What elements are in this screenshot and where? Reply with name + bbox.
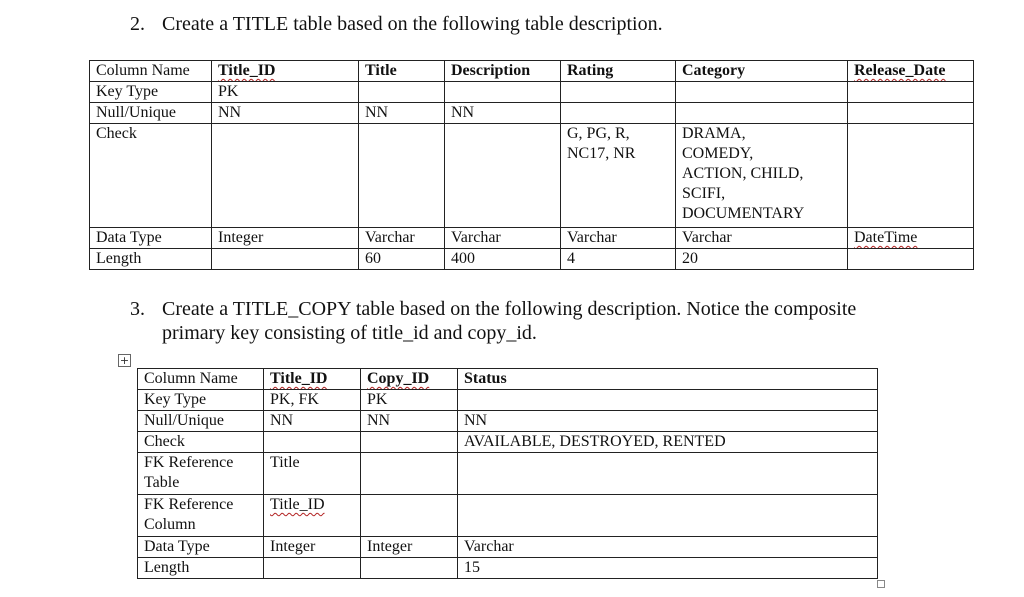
header-cell[interactable]: Category (676, 61, 848, 82)
table-cell[interactable] (458, 495, 878, 537)
section-3-number: 3. (130, 298, 145, 320)
table-cell[interactable] (212, 249, 359, 270)
table-row (138, 537, 878, 558)
table-cell[interactable]: Data Type (138, 537, 264, 558)
table-cell[interactable]: AVAILABLE, DESTROYED, RENTED (458, 432, 878, 453)
section-2-text: Create a TITLE table based on the following table description. (162, 13, 663, 35)
table-cell[interactable] (361, 495, 458, 537)
header-cell[interactable]: Title_ID (264, 369, 361, 390)
header-cell[interactable]: Status (458, 369, 878, 390)
title-copy-table (137, 368, 878, 579)
table-cell[interactable]: Title (264, 453, 361, 495)
table-cell[interactable]: PK (361, 390, 458, 411)
table-row (138, 432, 878, 453)
header-cell[interactable]: Title_ID (212, 61, 359, 82)
table-resize-handle[interactable] (877, 580, 885, 588)
table-cell[interactable] (458, 390, 878, 411)
header-cell[interactable]: Title (359, 61, 445, 82)
table-row (90, 103, 974, 124)
section-3-heading (130, 297, 1010, 349)
table-row (90, 124, 974, 228)
table-cell[interactable]: PK, FK (264, 390, 361, 411)
table-move-handle-icon[interactable]: + (119, 354, 130, 367)
title-table (89, 60, 974, 270)
table-cell[interactable]: Null/Unique (90, 103, 212, 124)
table-cell[interactable]: 400 (445, 249, 561, 270)
table-cell[interactable]: Varchar (445, 228, 561, 249)
table-row (138, 390, 878, 411)
table-cell[interactable] (445, 82, 561, 103)
header-cell[interactable]: Release_Date (848, 61, 974, 82)
table-cell[interactable]: 15 (458, 558, 878, 579)
table-cell[interactable]: Key Type (138, 390, 264, 411)
table-cell[interactable]: FK Reference Table (138, 453, 264, 495)
table-cell[interactable]: G, PG, R, NC17, NR (561, 124, 676, 228)
table-cell[interactable]: NN (445, 103, 561, 124)
table-cell[interactable]: Varchar (458, 537, 878, 558)
table-row (138, 558, 878, 579)
table-row (90, 249, 974, 270)
table-cell[interactable] (361, 432, 458, 453)
table-cell[interactable] (848, 249, 974, 270)
table-cell[interactable] (361, 453, 458, 495)
table-row (138, 495, 878, 537)
table-cell[interactable] (848, 82, 974, 103)
table-cell[interactable] (264, 432, 361, 453)
table-cell[interactable] (212, 124, 359, 228)
table-cell[interactable]: NN (458, 411, 878, 432)
table-cell[interactable]: 4 (561, 249, 676, 270)
section-2-heading (130, 12, 990, 38)
header-cell[interactable]: Column Name (138, 369, 264, 390)
header-cell[interactable]: Copy_ID (361, 369, 458, 390)
table-cell[interactable] (676, 103, 848, 124)
table-cell[interactable]: Varchar (359, 228, 445, 249)
table-cell[interactable]: NN (361, 411, 458, 432)
table-cell[interactable]: Integer (264, 537, 361, 558)
table-cell[interactable] (264, 558, 361, 579)
table-cell[interactable] (676, 82, 848, 103)
table-cell[interactable] (561, 103, 676, 124)
title-copy-table-header-row (138, 369, 878, 390)
table-cell[interactable]: Check (138, 432, 264, 453)
header-cell[interactable]: Column Name (90, 61, 212, 82)
table-cell[interactable] (361, 558, 458, 579)
header-cell[interactable]: Description (445, 61, 561, 82)
table-cell[interactable] (458, 453, 878, 495)
table-cell[interactable] (445, 124, 561, 228)
section-3-line-2: primary key consisting of title_id and copy_id. (162, 322, 537, 344)
table-cell[interactable]: NN (359, 103, 445, 124)
table-cell[interactable]: 60 (359, 249, 445, 270)
table-cell[interactable] (848, 124, 974, 228)
table-cell[interactable]: 20 (676, 249, 848, 270)
title-table-header-row (90, 61, 974, 82)
table-cell[interactable] (561, 82, 676, 103)
table-cell[interactable]: NN (212, 103, 359, 124)
table-cell[interactable]: DRAMA, COMEDY, ACTION, CHILD, SCIFI, DOCUMENTARY (676, 124, 848, 228)
header-cell[interactable]: Rating (561, 61, 676, 82)
table-cell[interactable] (359, 124, 445, 228)
table-row (90, 82, 974, 103)
table-cell[interactable]: Length (138, 558, 264, 579)
table-cell[interactable] (848, 103, 974, 124)
table-cell[interactable]: Integer (212, 228, 359, 249)
table-row (138, 411, 878, 432)
section-2-number: 2. (130, 13, 145, 35)
section-3-line-1: Create a TITLE_COPY table based on the following description. Notice the composite (162, 298, 857, 320)
table-row (90, 228, 974, 249)
table-cell[interactable]: Length (90, 249, 212, 270)
table-row (138, 453, 878, 495)
table-cell[interactable]: Null/Unique (138, 411, 264, 432)
table-cell[interactable]: Data Type (90, 228, 212, 249)
table-cell[interactable]: Varchar (676, 228, 848, 249)
table-cell[interactable]: Integer (361, 537, 458, 558)
table-cell[interactable]: DateTime (848, 228, 974, 249)
table-cell[interactable]: Title_ID (264, 495, 361, 537)
table-cell[interactable]: Varchar (561, 228, 676, 249)
table-cell[interactable]: NN (264, 411, 361, 432)
table-cell[interactable]: Check (90, 124, 212, 228)
table-cell[interactable] (359, 82, 445, 103)
table-cell[interactable]: Key Type (90, 82, 212, 103)
table-cell[interactable]: FK Reference Column (138, 495, 264, 537)
table-cell[interactable]: PK (212, 82, 359, 103)
